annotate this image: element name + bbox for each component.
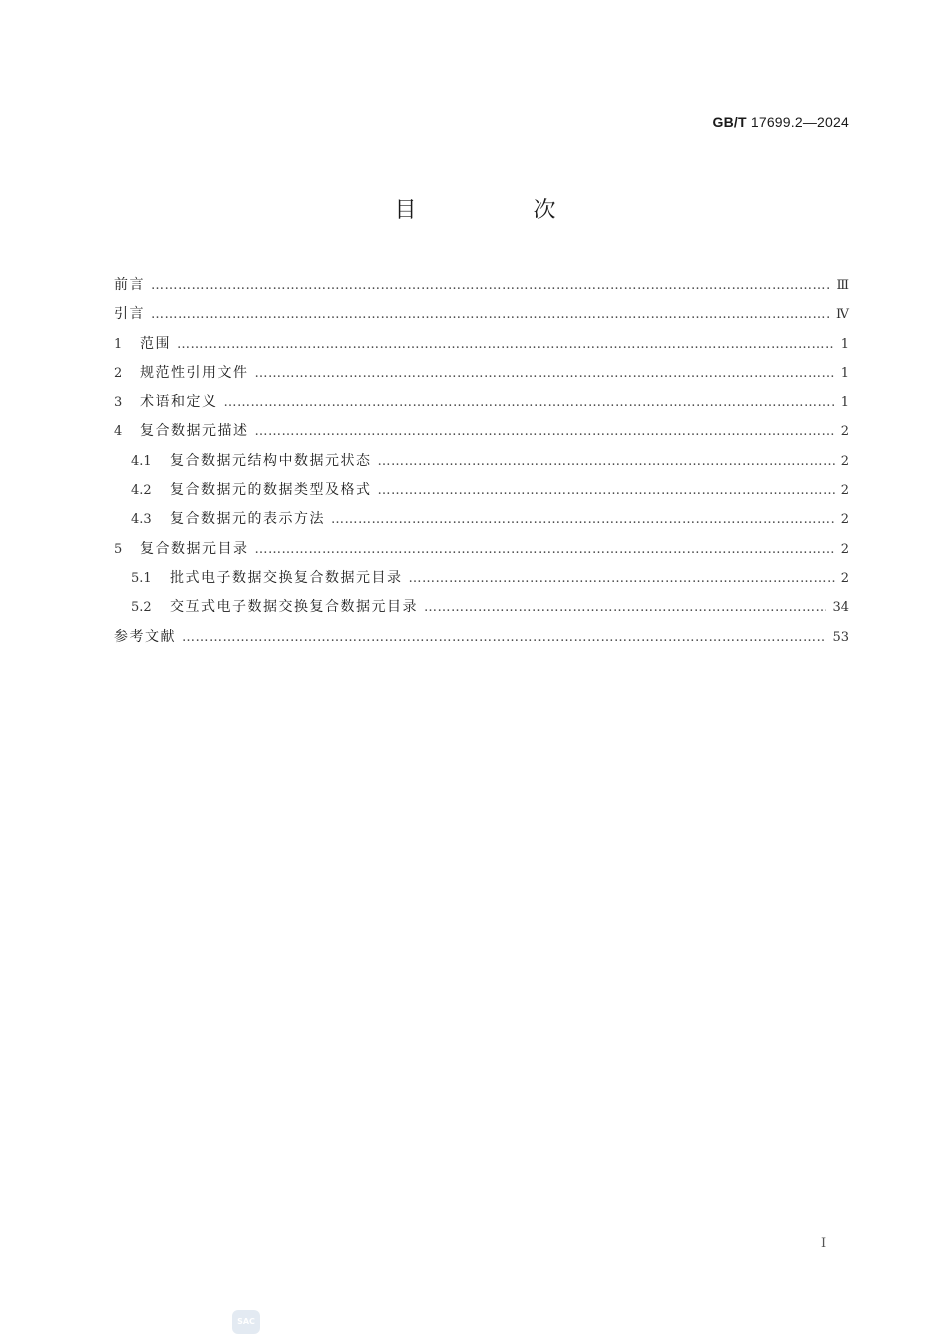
toc-entry-page: 1: [840, 365, 849, 381]
toc-entry-title: 术语和定义: [140, 394, 218, 411]
toc-entry-title: 范围: [140, 335, 171, 352]
toc-leader-dots: [151, 271, 830, 300]
toc-entry[interactable]: [114, 505, 849, 534]
toc-entry[interactable]: [114, 593, 849, 622]
toc-entry-title: 参考文献: [114, 628, 176, 645]
toc-entry-title: 批式电子数据交换复合数据元目录: [170, 569, 403, 586]
toc-leader-dots: [255, 535, 835, 564]
standard-prefix: GB/T: [712, 114, 747, 130]
toc-leader-dots: [177, 330, 835, 359]
toc-entry[interactable]: [114, 476, 849, 505]
toc-entry-page: 2: [840, 453, 849, 469]
toc-entry-page: 1: [840, 395, 849, 411]
toc-entry-title: 规范性引用文件: [140, 364, 249, 381]
toc-entry-title: 复合数据元的表示方法: [170, 511, 325, 528]
toc-entry-title: 复合数据元结构中数据元状态: [170, 452, 372, 469]
toc-entry-number: 4.3: [131, 512, 152, 528]
toc-leader-dots: [378, 447, 835, 476]
sac-logo-watermark: SAC: [232, 1310, 260, 1334]
page-title: 目 次: [394, 198, 611, 223]
toc-entry-page: 1: [840, 336, 849, 352]
toc-entry-title: 复合数据元目录: [140, 540, 249, 557]
toc-entry[interactable]: [114, 623, 849, 652]
toc-entry-number: 5.1: [131, 570, 152, 586]
toc-entry-title: 复合数据元的数据类型及格式: [170, 482, 372, 499]
toc-entry-number: 5.2: [131, 600, 152, 616]
toc-leader-dots: [224, 388, 835, 417]
toc-entry-page: 2: [840, 541, 849, 557]
toc-entry-page: Ⅲ: [836, 278, 849, 293]
toc-entry[interactable]: [114, 417, 849, 446]
toc-entry-page: Ⅳ: [836, 307, 849, 323]
toc-entry-title: 复合数据元描述: [140, 423, 249, 440]
toc-entry-page: 2: [840, 512, 849, 528]
toc-leader-dots: [331, 505, 835, 534]
toc-entry[interactable]: [114, 359, 849, 388]
toc-entry[interactable]: [114, 271, 849, 300]
toc-entry[interactable]: [114, 447, 849, 476]
toc-entry-title: 交互式电子数据交换复合数据元目录: [170, 599, 418, 616]
toc-entry-number: 3: [114, 395, 123, 411]
toc-leader-dots: [424, 593, 826, 622]
toc-entry-title: 前言: [114, 277, 145, 293]
toc-entry-page: 53: [832, 629, 849, 645]
toc-leader-dots: [182, 623, 826, 652]
toc-entry-page: 2: [840, 483, 849, 499]
toc-entry[interactable]: [114, 300, 849, 329]
toc-entry-number: 2: [114, 365, 123, 381]
toc-entry[interactable]: [114, 564, 849, 593]
toc-entry[interactable]: [114, 330, 849, 359]
toc-entry-page: 2: [840, 424, 849, 440]
standard-number: 17699.2—2024: [750, 114, 849, 130]
toc-entry-page: 2: [840, 570, 849, 586]
toc-entry-number: 4: [114, 424, 123, 440]
toc-entry-number: 4.1: [131, 453, 152, 469]
table-of-contents: [114, 271, 849, 652]
toc-leader-dots: [378, 476, 835, 505]
toc-leader-dots: [409, 564, 835, 593]
toc-entry[interactable]: [114, 535, 849, 564]
toc-entry-number: 4.2: [131, 483, 152, 499]
toc-entry[interactable]: [114, 388, 849, 417]
toc-entry-title: 引言: [114, 306, 145, 323]
toc-leader-dots: [151, 300, 830, 329]
toc-leader-dots: [255, 417, 835, 446]
toc-entry-number: 5: [114, 541, 123, 557]
toc-leader-dots: [255, 359, 835, 388]
toc-entry-page: 34: [832, 600, 849, 616]
page-number: I: [821, 1236, 827, 1251]
standard-code-header: [713, 114, 850, 130]
toc-entry-number: 1: [114, 336, 123, 352]
